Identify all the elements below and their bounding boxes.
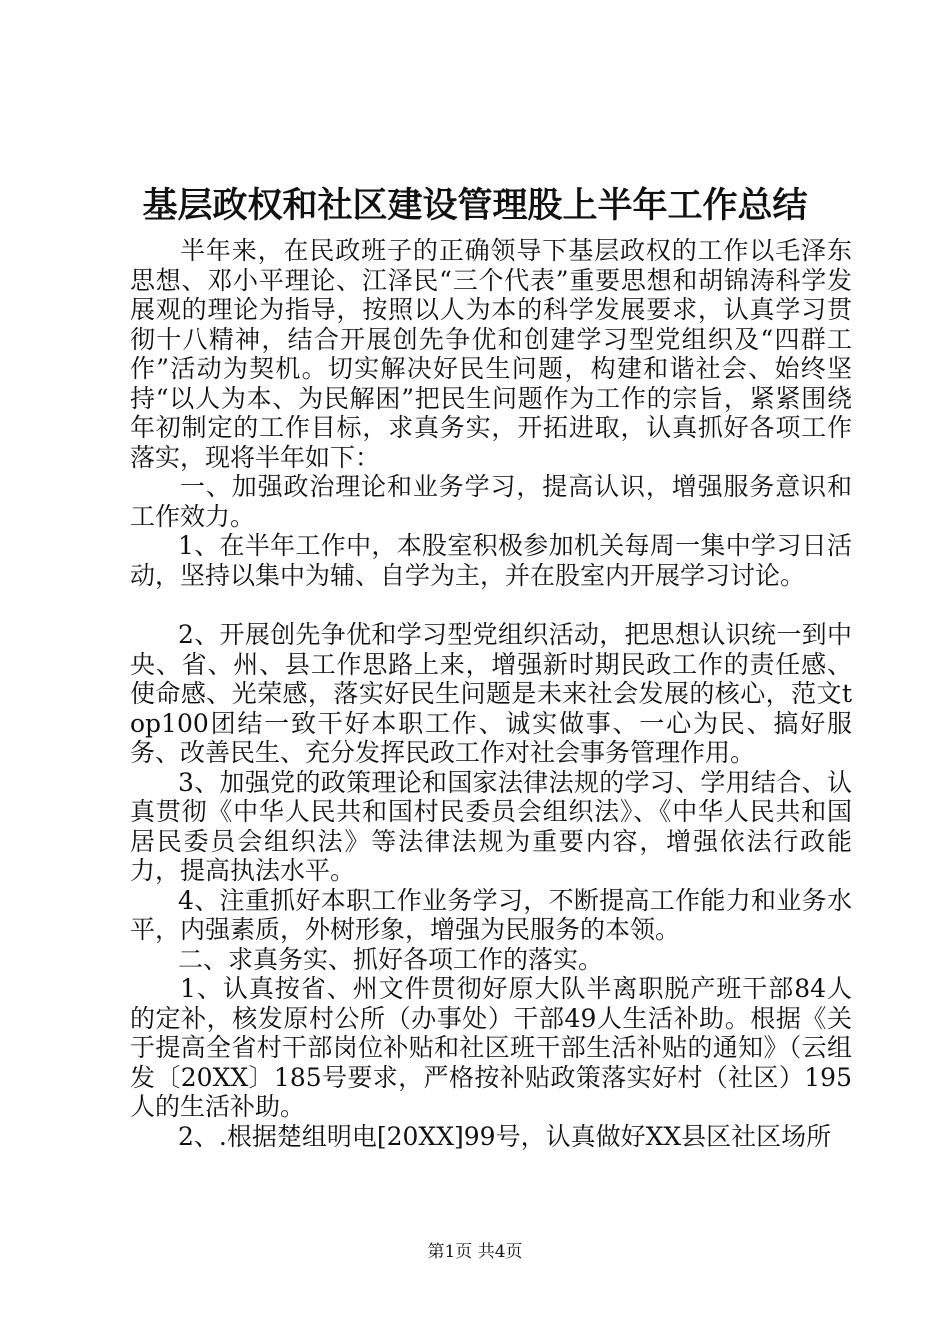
paragraph-item-2-2: 2、.根据楚组明电[20XX]99号，认真做好XX县区社区场所 xyxy=(178,1121,832,1151)
paragraph-item-2-1: 1、认真按省、州文件贯彻好原大队半离职脱产班干部84人的定补，核发原村公所（办事处）干部49人生活补助。根据《关于提高全省村干部岗位补贴和社区班干部生活补贴的通知》（云组发〔20XX〕185号要求，严格按补贴政策落实好村（社区）195人的生活补助。 xyxy=(130,974,852,1121)
paragraph-item-1-3: 3、加强党的政策理论和国家法律法规的学习、学用结合、认真贯彻《中华人民共和国村民委员会组织法》、《中华人民共和国居民委员会组织法》等法律法规为重要内容，增强依法行政能力，提高执法水平。 xyxy=(130,767,852,885)
document-body xyxy=(130,236,852,1151)
document-title: 基层政权和社区建设管理股上半年工作总结 xyxy=(142,185,808,226)
paragraph-gap xyxy=(130,590,852,620)
page-number-footer: 第1页 共4页 xyxy=(427,1242,523,1262)
paragraph-section-1-heading: 一、加强政治理论和业务学习，提高认识，增强服务意识和工作效力。 xyxy=(130,472,852,531)
paragraph-section-2-heading: 二、求真务实、抓好各项工作的落实。 xyxy=(178,944,604,974)
paragraph-item-1-2: 2、开展创先争优和学习型党组织活动，把思想认识统一到中央、省、州、县工作思路上来，增强新时期民政工作的责任感、使命感、光荣感，落实好民生问题是未来社会发展的核心，范文top100团结一致干好本职工作、诚实做事、一心为民、搞好服务、改善民生、充分发挥民政工作对社会事务管理作用。 xyxy=(130,620,852,767)
paragraph-intro: 半年来，在民政班子的正确领导下基层政权的工作以毛泽东思想、邓小平理论、江泽民“三个代表”重要思想和胡锦涛科学发展观的理论为指导，按照以人为本的科学发展要求，认真学习贯彻十八精神，结合开展创先争优和创建学习型党组织及“四群工作”活动为契机。切实解决好民生问题，构建和谐社会、始终坚持“以人为本、为民解困”把民生问题作为工作的宗旨，紧紧围绕年初制定的工作目标，求真务实，开拓进取，认真抓好各项工作落实，现将半年如下： xyxy=(130,236,852,472)
paragraph-item-1-1: 1、在半年工作中，本股室积极参加机关每周一集中学习日活动，坚持以集中为辅、自学为主，并在股室内开展学习讨论。 xyxy=(130,531,852,590)
paragraph-item-1-4: 4、注重抓好本职工作业务学习，不断提高工作能力和业务水平，内强素质，外树形象，增强为民服务的本领。 xyxy=(130,885,852,944)
